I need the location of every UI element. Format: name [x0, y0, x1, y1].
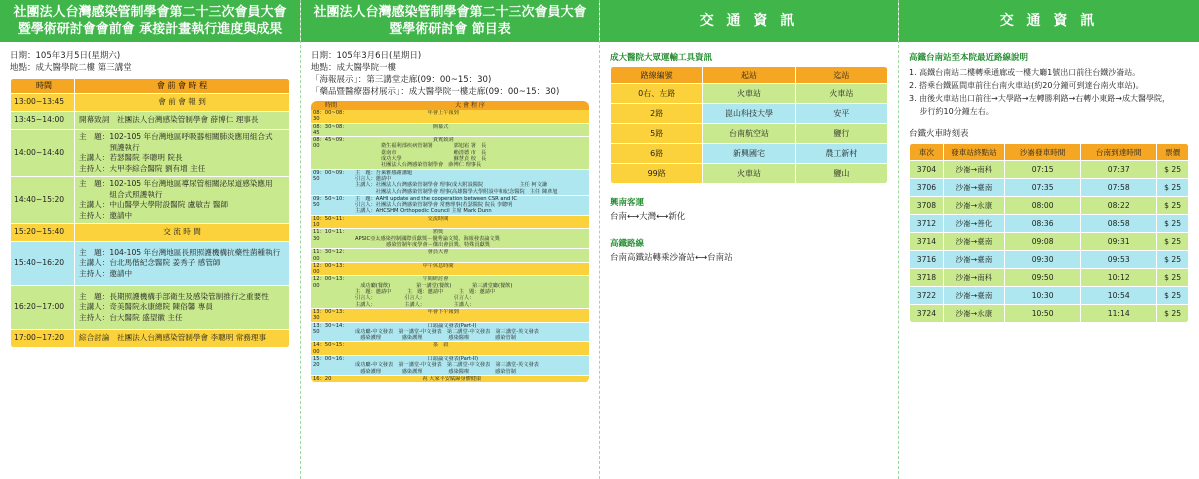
bus-cell: 新興國宅	[703, 144, 795, 164]
panel-pre-conference	[0, 0, 300, 479]
bus-header: 迄站	[795, 67, 887, 84]
hsr-route-section-title: 高鐵台南站至本院最近路線說明	[909, 53, 1029, 63]
program-row	[311, 356, 589, 376]
pre-conference-schedule	[10, 78, 290, 348]
schedule-content: 交 流 時 間	[75, 224, 290, 242]
timetable-cell: 07:58	[1081, 179, 1157, 197]
timetable-cell: $ 25	[1157, 305, 1189, 323]
schedule-row	[11, 112, 290, 130]
timetable-cell: 沙崙→永康	[943, 305, 1004, 323]
panel1-title-line1: 社團法人台灣感染管制學會第二十三次會員大會	[13, 5, 287, 20]
bus-header: 路線編號	[611, 67, 703, 84]
timetable-cell: 3722	[910, 287, 944, 305]
timetable-cell: 11:14	[1081, 305, 1157, 323]
timetable-cell: $ 25	[1157, 233, 1189, 251]
schedule-time: 13:45~14:00	[11, 112, 75, 130]
bus-route-row	[611, 124, 888, 144]
schedule-content: 開幕致詞 社團法人台灣感染管制學會 薛博仁 理事長	[75, 112, 290, 130]
program-content: 交流時間	[355, 215, 449, 222]
program-time: 11：10~11：30	[313, 229, 348, 242]
bus-route-table	[610, 66, 888, 184]
program-row	[311, 249, 589, 263]
program-row	[311, 263, 589, 277]
program-row	[311, 110, 589, 124]
timetable-cell: 09:30	[1005, 251, 1081, 269]
timetable-cell: 3724	[910, 305, 944, 323]
bus-cell: 火車站	[703, 164, 795, 184]
schedule-row	[11, 224, 290, 242]
schedule-row	[11, 177, 290, 224]
program-time: 13：30~14：50	[313, 322, 348, 335]
schedule-time: 16:20~17:00	[11, 286, 75, 330]
schedule-content: 綜合討論 社團法人台灣感染管制學會 李聰明 常務理事	[75, 330, 290, 348]
timetable-row	[910, 215, 1189, 233]
bus-header: 起站	[703, 67, 795, 84]
panel3-title: 交 通 資 訊	[699, 12, 799, 29]
timetable-cell: 09:08	[1005, 233, 1081, 251]
timetable-cell: 沙崙→永康	[943, 197, 1004, 215]
program-content: 中午休息時間	[355, 262, 454, 269]
schedule-row	[11, 330, 290, 348]
program-row	[311, 309, 589, 323]
timetable-cell: $ 25	[1157, 179, 1189, 197]
program-time: 15：00~16：20	[313, 356, 348, 369]
route-step: 1. 高鐵台南站二樓轉乘通廊或一樓大廳1號出口前往台鐵沙崙站。	[909, 68, 1141, 77]
panel1-venue: 地點：成大醫學院二樓 第三講堂	[10, 63, 132, 73]
route-step: 3. 由後火車站出口前往→大學路→左轉勝利路→右轉小東路→成大醫學院，	[909, 94, 1170, 103]
program-time: 10：50~11：10	[313, 215, 348, 229]
program-time: 13：00~13：30	[313, 308, 348, 322]
timetable-row	[910, 179, 1189, 197]
program-row	[311, 323, 589, 343]
panel-transport-rail	[899, 0, 1199, 479]
program-row	[311, 124, 589, 138]
program-time: 16：20	[313, 375, 332, 382]
program-header-time: 時間	[324, 102, 337, 109]
timetable-cell: 沙崙→臺南	[943, 179, 1004, 197]
timetable-cell: 07:37	[1081, 161, 1157, 179]
hsingnan-title: 興南客運	[610, 198, 645, 208]
timetable-cell: $ 25	[1157, 251, 1189, 269]
schedule-time: 13:00~13:45	[11, 94, 75, 112]
schedule-content: 會 前 會 報 到	[75, 94, 290, 112]
schedule-time: 14:40~15:20	[11, 177, 75, 224]
panel-program	[301, 0, 599, 479]
timetable-row	[910, 161, 1189, 179]
program-time: 14：50~15：00	[313, 342, 348, 355]
panel1-banner	[0, 0, 300, 42]
timetable-cell: 08:58	[1081, 215, 1157, 233]
timetable-cell: 沙崙→南科	[943, 161, 1004, 179]
panel4-banner	[899, 0, 1199, 42]
program-content: 開幕式	[355, 123, 449, 130]
bus-cell: 鹽山	[795, 164, 887, 184]
program-row	[311, 137, 589, 170]
schedule-row	[11, 130, 290, 177]
program-content: 會員大會	[355, 249, 449, 256]
schedule-time: 14:00~14:40	[11, 130, 75, 177]
program-content: 午間研討會 成功廳(餐飲) 第一講堂(餐飲) 第三講堂廳(餐飲) 主 題：邀請中 主 題：邀請中 主 題：邀請中 引言人： 引言人： 引言人： 主講人： 主講人： 主講人：	[355, 276, 513, 308]
panel3-banner	[600, 0, 898, 42]
program-header-title: 大 會 程 序	[455, 102, 485, 109]
panel4-title: 交 通 資 訊	[999, 12, 1099, 29]
panel2-banner	[301, 0, 599, 42]
program-content: 口頭論文發表(Part-II) 成功廳-中文發表 第一講堂-中文發表 第二講堂-中文發表 第三講堂-英文發表 感染護理 感染護理 感染醫療 感染管制	[355, 356, 539, 375]
timetable-cell: 沙崙→臺南	[943, 287, 1004, 305]
program-time: 08：45~09：00	[313, 137, 348, 150]
bus-cell: 鹽行	[795, 124, 887, 144]
program-content: 主 題：AAHI update and the cooperation between CSR and IC 引言人：社團法人台灣感染管制學會 常務理事(若瑟醫院 院長 李聰明 主講人：AHCSHM Orthopedic Council 主席 Mark Dunn	[355, 195, 517, 215]
program-content: 祝 大家平安賦歸身體健康	[355, 375, 482, 382]
program-time: 08：00~08：30	[313, 110, 348, 123]
timetable-cell: 09:50	[1005, 269, 1081, 287]
panel2-title-line2: 暨學術研討會 節目表	[389, 22, 511, 37]
timetable-cell: 沙崙→臺南	[943, 251, 1004, 269]
panel-transport-bus	[600, 0, 898, 479]
panel2-note-poster: 「海報展示」：第三講堂走廊(09：00~15：30)	[311, 75, 492, 85]
program-content: 頒獎 APSIC亞太感染控制國際貢獻獎－優秀論文獎、海報發表論文獎 感染管制年度學會－傑出會員獎、特殊貢獻獎	[355, 229, 500, 248]
timetable-cell: 3704	[910, 161, 944, 179]
panel2-date: 日期：105年3月6日(星期日)	[311, 51, 422, 61]
bus-cell: 0右、左路	[611, 84, 703, 104]
program-content: 年會下午報到	[355, 308, 459, 315]
program-content: 年會上午報到	[355, 110, 459, 116]
hsr-title: 高鐵路線	[610, 239, 645, 249]
route-step: 步行約10分鐘左右。	[909, 107, 994, 116]
timetable-cell: 08:00	[1005, 197, 1081, 215]
timetable-header: 台南到達時間	[1081, 144, 1157, 161]
timetable-row	[910, 305, 1189, 323]
timetable-cell: 沙崙→臺南	[943, 233, 1004, 251]
program-content: 主 題：吾萊雅感謝講題 引言人：邀請中 主講人：社團法人台灣感染管制學會 理事(成大附設醫院 主任 柯文謙 社團法人台灣感染管制學會 理事(高雄醫學大學附設中和紀念醫院 主任 陳彥旭	[355, 169, 558, 195]
schedule-content: 主 題：104-105 年台灣地區長照照護機構抗藥性菌種執行 主講人：台北馬偕紀念醫院 姜秀子 感管師 主持人：邀請中	[75, 242, 290, 286]
header-time: 時間	[11, 79, 75, 94]
schedule-row	[11, 242, 290, 286]
timetable-cell: 沙崙→南科	[943, 269, 1004, 287]
timetable-cell: 08:22	[1081, 197, 1157, 215]
timetable-header: 車次	[910, 144, 944, 161]
timetable-row	[910, 251, 1189, 269]
program-row	[311, 196, 589, 216]
timetable-cell: 3706	[910, 179, 944, 197]
timetable-cell: 10:30	[1005, 287, 1081, 305]
program-row	[311, 229, 589, 249]
bus-cell: 5路	[611, 124, 703, 144]
timetable-header: 票價	[1157, 144, 1189, 161]
program-time: 08：30~08：45	[313, 123, 348, 136]
panel1-title-line2: 暨學術研討會會前會 承接計畫執行進度與成果	[17, 22, 283, 37]
bus-cell: 台南航空站	[703, 124, 795, 144]
timetable-header: 發車站終點站	[943, 144, 1004, 161]
program-content: 貴賓致詞 衛生福利部疾病管制署 郭旭崧 署 長 臺南市 賴清德 市 長 成功大學 蘇慧貞 校 長 社團法人台灣感染管制學會 薛博仁 理事長	[380, 137, 487, 169]
program-row	[311, 216, 589, 230]
bus-cell: 6路	[611, 144, 703, 164]
timetable-cell: 沙崙→善化	[943, 215, 1004, 233]
timetable-cell: 08:36	[1005, 215, 1081, 233]
rail-timetable-title: 台鐵火車時刻表	[909, 129, 969, 139]
program-content: 口頭論文發表(Part-I) 成功廳-中文發表 第一講堂-中文發表 第二講堂-中文發表 第三講堂-英文發表 感染護理 感染護理 感染醫療 感染管制	[355, 322, 539, 342]
timetable-cell: $ 25	[1157, 269, 1189, 287]
program-time: 09：50~10：50	[313, 195, 348, 209]
panel2-venue: 地點：成大醫學院一樓	[311, 63, 397, 73]
rail-timetable	[909, 143, 1189, 323]
program-content: 茶 敘	[355, 342, 449, 349]
schedule-time: 17:00~17:20	[11, 330, 75, 348]
hsingnan-route: 台南⟷大灣⟷新化	[610, 212, 686, 222]
schedule-time: 15:20~15:40	[11, 224, 75, 242]
schedule-content: 主 題：102-105 年台灣地區呼吸器相關肺炎應用組合式 預護執行 主講人：若瑟醫院 李聰明 院長 主持人：大甲李綜合醫院 劉有增 主任	[75, 130, 290, 177]
timetable-row	[910, 197, 1189, 215]
timetable-cell: 10:50	[1005, 305, 1081, 323]
timetable-row	[910, 233, 1189, 251]
bus-cell: 火車站	[795, 84, 887, 104]
timetable-cell: 07:15	[1005, 161, 1081, 179]
timetable-cell: 10:12	[1081, 269, 1157, 287]
route-step: 2. 搭乘台鐵區間車前往台南火車站(約20分鐘可到達台南火車站)。	[909, 81, 1144, 90]
program-schedule	[311, 101, 589, 383]
panel2-title-line1: 社團法人台灣感染管制學會第二十三次會員大會	[313, 5, 587, 20]
program-row	[311, 276, 589, 309]
bus-cell: 火車站	[703, 84, 795, 104]
program-row	[311, 376, 589, 383]
program-row	[311, 342, 589, 356]
program-time: 12：00~13：00	[313, 262, 348, 276]
bus-cell: 99路	[611, 164, 703, 184]
timetable-cell: 07:35	[1005, 179, 1081, 197]
header-title: 會 前 會 時 程	[75, 79, 290, 94]
bus-section-title: 成大醫院大眾運輸工具資訊	[610, 53, 713, 63]
bus-route-row	[611, 144, 888, 164]
schedule-row	[11, 286, 290, 330]
timetable-cell: $ 25	[1157, 197, 1189, 215]
timetable-row	[910, 269, 1189, 287]
schedule-content: 主 題：102-105 年台灣地區導尿管相關泌尿道感染應用 組合式照護執行 主講人：中山醫學大學附設醫院 盧敏吉 醫師 主持人：邀請中	[75, 177, 290, 224]
program-row	[311, 170, 589, 196]
timetable-cell: 09:31	[1081, 233, 1157, 251]
schedule-time: 15:40~16:20	[11, 242, 75, 286]
bus-cell: 崑山科技大學	[703, 104, 795, 124]
timetable-cell: 3718	[910, 269, 944, 287]
timetable-row	[910, 287, 1189, 305]
bus-cell: 安平	[795, 104, 887, 124]
bus-cell: 農工新村	[795, 144, 887, 164]
timetable-cell: $ 25	[1157, 161, 1189, 179]
timetable-cell: 3716	[910, 251, 944, 269]
bus-cell: 2路	[611, 104, 703, 124]
timetable-cell: 09:53	[1081, 251, 1157, 269]
schedule-row	[11, 94, 290, 112]
timetable-cell: 10:54	[1081, 287, 1157, 305]
bus-route-row	[611, 104, 888, 124]
timetable-cell: 3714	[910, 233, 944, 251]
schedule-content: 主 題：長期照護機構手部衛生及感染管制推行之重要性 主講人：奇美醫院永康總院 陳俗馨 專員 主持人：台大醫院 盛望徽 主任	[75, 286, 290, 330]
program-time: 11：30~12：00	[313, 249, 348, 262]
bus-route-row	[611, 84, 888, 104]
program-time: 12：00~13：00	[313, 276, 348, 289]
panel1-date: 日期：105年3月5日(星期六)	[10, 51, 121, 61]
timetable-cell: 3712	[910, 215, 944, 233]
timetable-cell: $ 25	[1157, 215, 1189, 233]
timetable-cell: 3708	[910, 197, 944, 215]
panel2-note-exhibit: 「藥品暨醫療器材展示」：成大醫學院一樓走廊(09：00~15：30)	[311, 87, 560, 97]
timetable-cell: $ 25	[1157, 287, 1189, 305]
bus-route-row	[611, 164, 888, 184]
hsr-route: 台南高鐵站轉乘沙崙站⟷台南站	[610, 253, 733, 263]
timetable-header: 沙崙發車時間	[1005, 144, 1081, 161]
program-time: 09：00~09：50	[313, 169, 348, 182]
